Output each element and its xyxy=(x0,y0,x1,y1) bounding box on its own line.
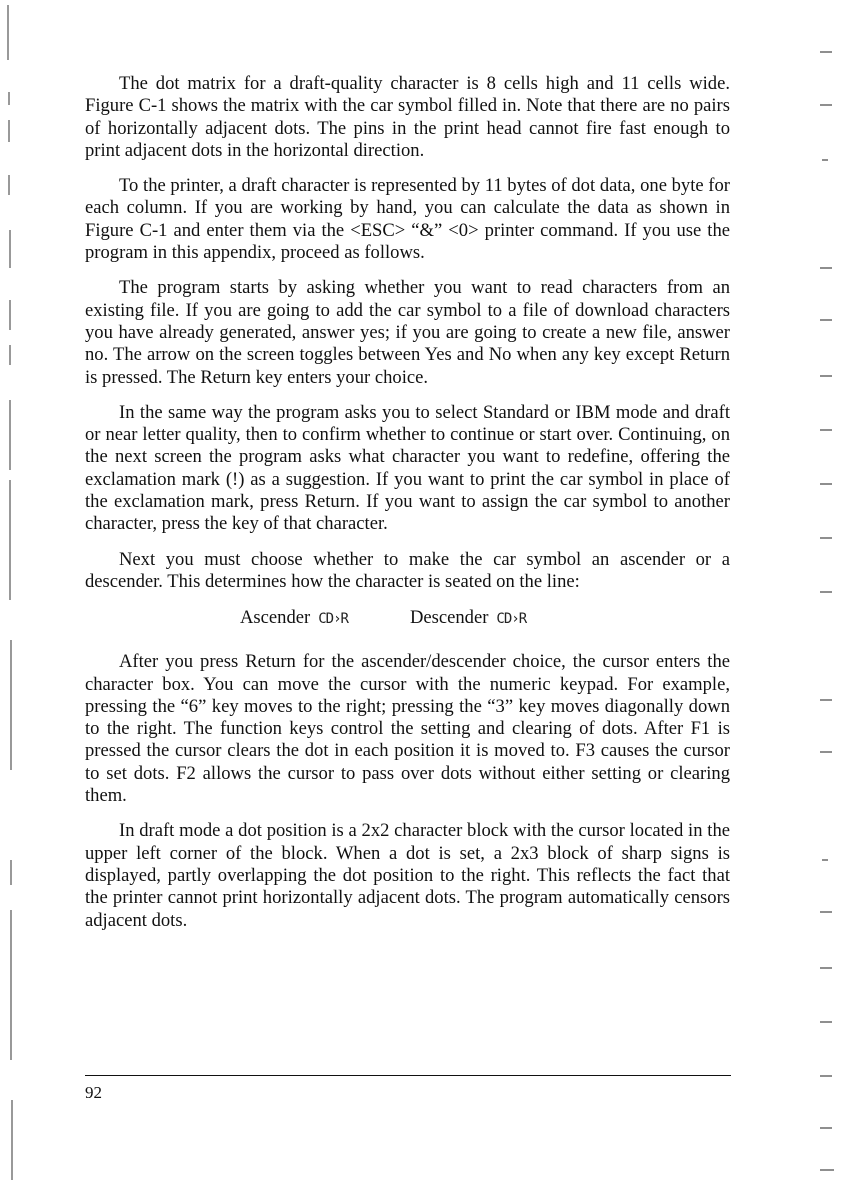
descender-glyph: CD›R xyxy=(496,611,527,628)
paragraph-draft-mode: In draft mode a dot position is a 2x2 character block with the cursor located in the upper left corner of the block. When a dot is set, a 2x3 block of sharp signs is displayed, partly overlapping the dot position to the right. This reflects the fact that the printer cannot print horizontally adjacent dots. The program automatically censors adjacent dots. xyxy=(85,820,730,931)
ascender-label: Ascender xyxy=(240,607,311,629)
page-number: 92 xyxy=(85,1083,102,1102)
footer-rule xyxy=(85,1075,731,1076)
paragraph-printer-data: To the printer, a draft character is represented by 11 bytes of dot data, one byte for each column. If you are working by hand, you can calculate the data as shown in Figure C-1 and enter them via the <ESC> “&” <0> printer command. If you use the program in this appendix, proceed as follows. xyxy=(85,175,730,264)
ascender-descender-examples xyxy=(85,607,730,631)
paragraph-mode-selection: In the same way the program asks you to select Standard or IBM mode and draft or near letter quality, then to confirm whether to continue or start over. Continuing, on the next screen the program asks what character you want to redefine, offering the exclamation mark (!) as a suggestion. If you want to print the car symbol in place of the exclamation mark, press Return. If you want to assign the car symbol to another character, press the key of that character. xyxy=(85,401,730,535)
paragraph-program-start: The program starts by asking whether you want to read characters from an existing file. If you are going to add the car symbol to a file of download characters you have already generated, answer yes; if you are going to create a new file, answer no. The arrow on the screen toggles between Yes and No when any key except Return is pressed. The Return key enters your choice. xyxy=(85,277,730,388)
scan-edge-marks xyxy=(0,0,18,1196)
ascender-glyph: CD›R xyxy=(318,611,348,628)
descender-label: Descender xyxy=(409,607,489,629)
paragraph-cursor-keys: After you press Return for the ascender/descender choice, the cursor enters the character box. You can move the cursor with the numeric keypad. For example, pressing the “6” key moves to the right; pressing the “3” key moves diagonally down to the right. The function keys control the setting and clearing of dots. After F1 is pressed the cursor clears the dot in each position it is moved to. F3 causes the cursor to set dots. F2 allows the cursor to pass over dots without either setting or clearing them. xyxy=(85,651,730,807)
margin-tick-marks xyxy=(800,0,850,1196)
descender-example xyxy=(410,607,526,631)
paragraph-ascender-descender: Next you must choose whether to make the car symbol an ascender or a descender. This determines how the character is seated on the line: xyxy=(85,548,730,592)
paragraph-dot-matrix: The dot matrix for a draft-quality character is 8 cells high and 11 cells wide. Figure C-1 shows the matrix with the car symbol filled in. Note that there are no pairs of horizontally adjacent dots. The pins in the print head cannot fire fast enough to print adjacent dots in the horizontal direction. xyxy=(85,73,730,161)
ascender-example xyxy=(240,607,348,631)
page-body xyxy=(85,73,730,932)
